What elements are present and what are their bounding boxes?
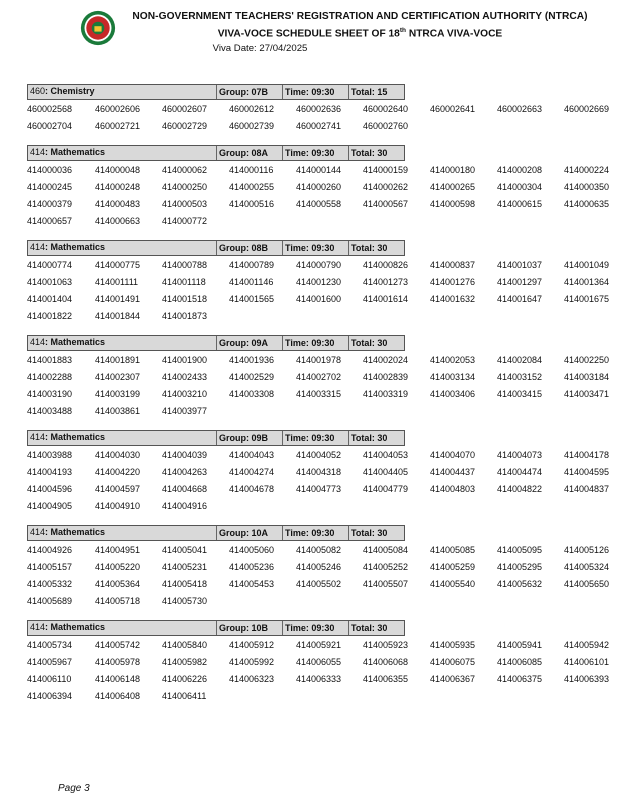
roll-number: 414000245 — [27, 182, 73, 192]
total-label: Total: 30 — [348, 431, 387, 445]
roll-number: 414000788 — [162, 260, 208, 270]
roll-number: 414004039 — [162, 450, 208, 460]
roll-number: 414000657 — [27, 216, 73, 226]
roll-row — [27, 179, 617, 196]
group-label: Group: 07B — [216, 85, 268, 99]
roll-number: 414000503 — [162, 199, 208, 209]
roll-number: 414002084 — [497, 355, 543, 365]
roll-number: 414006408 — [95, 691, 141, 701]
roll-number: 414006055 — [296, 657, 342, 667]
roll-number: 460002640 — [363, 104, 409, 114]
roll-number: 414001565 — [229, 294, 275, 304]
roll-number: 414005126 — [564, 545, 610, 555]
subject-code: 414 — [30, 147, 46, 157]
roll-number: 414004070 — [430, 450, 476, 460]
group-label: Group: 10B — [216, 621, 268, 635]
roll-number: 414003315 — [296, 389, 342, 399]
roll-number: 414005942 — [564, 640, 610, 650]
roll-number: 414006101 — [564, 657, 610, 667]
roll-row — [27, 308, 617, 325]
roll-row — [27, 688, 617, 705]
roll-number: 460002568 — [27, 104, 73, 114]
subject-label — [30, 242, 105, 252]
roll-number: 414005734 — [27, 640, 73, 650]
roll-number: 414001049 — [564, 260, 610, 270]
roll-number: 414005157 — [27, 562, 73, 572]
roll-number: 414000774 — [27, 260, 73, 270]
roll-number: 414005650 — [564, 579, 610, 589]
roll-row — [27, 196, 617, 213]
roll-number: 414005718 — [95, 596, 141, 606]
roll-number: 414001404 — [27, 294, 73, 304]
roll-number: 414006394 — [27, 691, 73, 701]
roll-number: 414003488 — [27, 406, 73, 416]
roll-number: 414005418 — [162, 579, 208, 589]
roll-number: 414005095 — [497, 545, 543, 555]
roll-row — [27, 576, 617, 593]
roll-number: 414001614 — [363, 294, 409, 304]
roll-number: 414005085 — [430, 545, 476, 555]
roll-number: 414000260 — [296, 182, 342, 192]
roll-number: 414004318 — [296, 467, 342, 477]
roll-number: 414001978 — [296, 355, 342, 365]
roll-number: 414003210 — [162, 389, 208, 399]
roll-number: 414001518 — [162, 294, 208, 304]
authority-title: NON-GOVERNMENT TEACHERS' REGISTRATION AND CERTIFICATION AUTHORITY (NTRCA) — [132, 11, 588, 22]
roll-number: 414003134 — [430, 372, 476, 382]
roll-number: 414002307 — [95, 372, 141, 382]
roll-number: 460002729 — [162, 121, 208, 131]
roll-number: 414001118 — [162, 277, 206, 287]
roll-number: 414004030 — [95, 450, 141, 460]
roll-number: 414005295 — [497, 562, 543, 572]
roll-row — [27, 464, 617, 481]
subject-code: 414 — [30, 527, 46, 537]
total-label: Total: 30 — [348, 146, 387, 160]
roll-number: 414001883 — [27, 355, 73, 365]
group-label: Group: 08A — [216, 146, 268, 160]
subject-code: 414 — [30, 432, 46, 442]
roll-number: 414004053 — [363, 450, 409, 460]
roll-number: 414001873 — [162, 311, 208, 321]
roll-number: 414005941 — [497, 640, 543, 650]
roll-number: 414004837 — [564, 484, 610, 494]
roll-row — [27, 101, 617, 118]
roll-number: 414003152 — [497, 372, 543, 382]
ntrca-logo-icon — [80, 10, 116, 46]
roll-number: 414001273 — [363, 277, 409, 287]
roll-number: 414001111 — [95, 277, 139, 287]
roll-number: 414005840 — [162, 640, 208, 650]
time-label: Time: 09:30 — [282, 526, 334, 540]
total-label: Total: 30 — [348, 621, 387, 635]
group-header-bar — [27, 525, 405, 541]
roll-number: 414005540 — [430, 579, 476, 589]
roll-row — [27, 654, 617, 671]
roll-number: 414005502 — [296, 579, 342, 589]
roll-number: 414004668 — [162, 484, 208, 494]
roll-number: 414005507 — [363, 579, 409, 589]
roll-number: 414003190 — [27, 389, 73, 399]
roll-number: 414004474 — [497, 467, 543, 477]
roll-number: 414000304 — [497, 182, 543, 192]
roll-number: 414000250 — [162, 182, 208, 192]
roll-number: 414000036 — [27, 165, 73, 175]
roll-number: 414000635 — [564, 199, 610, 209]
roll-row — [27, 352, 617, 369]
roll-number: 414000208 — [497, 165, 543, 175]
roll-number: 460002669 — [564, 104, 610, 114]
subject-name: : Mathematics — [45, 147, 106, 157]
roll-row — [27, 403, 617, 420]
roll-number: 414000837 — [430, 260, 476, 270]
roll-number: 414005921 — [296, 640, 342, 650]
roll-number: 460002739 — [229, 121, 275, 131]
roll-number: 414002288 — [27, 372, 73, 382]
schedule-groups — [27, 84, 617, 715]
subject-label — [30, 147, 105, 157]
roll-number: 414000516 — [229, 199, 275, 209]
time-label: Time: 09:30 — [282, 85, 334, 99]
roll-number: 414005742 — [95, 640, 141, 650]
total-label: Total: 30 — [348, 526, 387, 540]
roll-number: 414001230 — [296, 277, 342, 287]
roll-number: 414001822 — [27, 311, 73, 321]
roll-number: 414001491 — [95, 294, 141, 304]
roll-number: 414001600 — [296, 294, 342, 304]
roll-number: 414003988 — [27, 450, 73, 460]
total-label: Total: 30 — [348, 336, 387, 350]
roll-number: 414005252 — [363, 562, 409, 572]
time-label: Time: 09:30 — [282, 336, 334, 350]
roll-number: 460002612 — [229, 104, 275, 114]
roll-number: 414005978 — [95, 657, 141, 667]
roll-number: 414004220 — [95, 467, 141, 477]
group-header-bar — [27, 84, 405, 100]
roll-number: 414000567 — [363, 199, 409, 209]
roll-number: 414006148 — [95, 674, 141, 684]
roll-number: 414005689 — [27, 596, 73, 606]
roll-number: 414006355 — [363, 674, 409, 684]
roll-row — [27, 671, 617, 688]
roll-number: 414000615 — [497, 199, 543, 209]
subject-code: 414 — [30, 622, 46, 632]
roll-row — [27, 637, 617, 654]
roll-number: 414003471 — [564, 389, 610, 399]
roll-number: 414004437 — [430, 467, 476, 477]
roll-number: 414006110 — [27, 674, 72, 684]
roll-number: 414005453 — [229, 579, 275, 589]
roll-number: 414006075 — [430, 657, 476, 667]
roll-number: 414000255 — [229, 182, 275, 192]
viva-date: Viva Date: 27/04/2025 — [212, 43, 308, 54]
roll-row — [27, 291, 617, 308]
group-label: Group: 08B — [216, 241, 268, 255]
roll-number: 414005084 — [363, 545, 409, 555]
roll-number: 414000379 — [27, 199, 73, 209]
roll-number: 414005259 — [430, 562, 476, 572]
group-header-bar — [27, 240, 405, 256]
roll-number: 414005992 — [229, 657, 275, 667]
roll-number: 414001632 — [430, 294, 476, 304]
schedule-group — [27, 430, 617, 515]
roll-number: 460002663 — [497, 104, 543, 114]
roll-number: 460002606 — [95, 104, 141, 114]
roll-number: 414000789 — [229, 260, 275, 270]
roll-row — [27, 162, 617, 179]
roll-number: 414001675 — [564, 294, 610, 304]
roll-number: 414006375 — [497, 674, 543, 684]
roll-number: 414005730 — [162, 596, 208, 606]
time-label: Time: 09:30 — [282, 431, 334, 445]
roll-number: 414002433 — [162, 372, 208, 382]
roll-number: 414004803 — [430, 484, 476, 494]
group-header-bar — [27, 620, 405, 636]
roll-number: 414004193 — [27, 467, 73, 477]
time-label: Time: 09:30 — [282, 241, 334, 255]
roll-number: 414000224 — [564, 165, 610, 175]
roll-number: 414005912 — [229, 640, 275, 650]
schedule-group — [27, 240, 617, 325]
roll-number: 414001364 — [564, 277, 610, 287]
roll-number: 414000598 — [430, 199, 476, 209]
roll-number: 414004773 — [296, 484, 342, 494]
roll-number: 414004822 — [497, 484, 543, 494]
group-label: Group: 10A — [216, 526, 268, 540]
roll-number: 414004178 — [564, 450, 610, 460]
roll-row — [27, 386, 617, 403]
total-label: Total: 15 — [348, 85, 387, 99]
roll-number: 414000159 — [363, 165, 409, 175]
roll-number: 460002607 — [162, 104, 208, 114]
roll-number: 414005935 — [430, 640, 476, 650]
roll-number: 414000558 — [296, 199, 342, 209]
roll-row — [27, 498, 617, 515]
roll-number: 414000790 — [296, 260, 342, 270]
roll-number: 414005632 — [497, 579, 543, 589]
roll-number: 414004405 — [363, 467, 409, 477]
schedule-group — [27, 525, 617, 610]
roll-number: 414004263 — [162, 467, 208, 477]
roll-number: 414004951 — [95, 545, 141, 555]
roll-number: 414001844 — [95, 311, 141, 321]
roll-number: 414005060 — [229, 545, 275, 555]
roll-number: 414004597 — [95, 484, 141, 494]
roll-number: 414004043 — [229, 450, 275, 460]
roll-number: 414000775 — [95, 260, 141, 270]
roll-number: 414003977 — [162, 406, 208, 416]
schedule-title: VIVA-VOCE SCHEDULE SHEET OF 18th NTRCA VIVA-VOCE — [217, 27, 503, 40]
subject-label — [30, 432, 105, 442]
total-label: Total: 30 — [348, 241, 387, 255]
subject-code: 414 — [30, 337, 46, 347]
schedule-group — [27, 335, 617, 420]
subject-code: 414 — [30, 242, 46, 252]
subject-name: : Chemistry — [45, 86, 95, 96]
roll-number: 414005923 — [363, 640, 409, 650]
roll-row — [27, 593, 617, 610]
roll-number: 414006367 — [430, 674, 476, 684]
roll-number: 414002024 — [363, 355, 409, 365]
roll-number: 414005246 — [296, 562, 342, 572]
group-header-bar — [27, 145, 405, 161]
roll-number: 414001063 — [27, 277, 73, 287]
roll-row — [27, 447, 617, 464]
group-header-bar — [27, 430, 405, 446]
subject-name: : Mathematics — [45, 432, 106, 442]
roll-row — [27, 257, 617, 274]
roll-number: 414005324 — [564, 562, 610, 572]
roll-row — [27, 274, 617, 291]
subject-name: : Mathematics — [45, 242, 106, 252]
roll-row — [27, 481, 617, 498]
time-label: Time: 09:30 — [282, 146, 334, 160]
subject-label — [30, 622, 105, 632]
roll-number: 414005332 — [27, 579, 73, 589]
roll-number: 460002760 — [363, 121, 409, 131]
roll-number: 414003184 — [564, 372, 610, 382]
roll-number: 414003406 — [430, 389, 476, 399]
roll-number: 414005220 — [95, 562, 141, 572]
roll-number: 414000062 — [162, 165, 208, 175]
roll-number: 414006323 — [229, 674, 275, 684]
roll-number: 414000265 — [430, 182, 476, 192]
subject-label — [30, 86, 95, 96]
roll-number: 414002053 — [430, 355, 476, 365]
roll-row — [27, 213, 617, 230]
roll-number: 414002529 — [229, 372, 275, 382]
schedule-group — [27, 84, 617, 135]
roll-number: 414003319 — [363, 389, 409, 399]
roll-number: 414000772 — [162, 216, 208, 226]
roll-number: 414000826 — [363, 260, 409, 270]
roll-number: 414004779 — [363, 484, 409, 494]
roll-number: 460002704 — [27, 121, 73, 131]
roll-number: 414003199 — [95, 389, 141, 399]
roll-number: 414000262 — [363, 182, 409, 192]
roll-number: 414004596 — [27, 484, 73, 494]
roll-row — [27, 118, 617, 135]
roll-number: 414004910 — [95, 501, 141, 511]
roll-number: 414000483 — [95, 199, 141, 209]
roll-number: 414005236 — [229, 562, 275, 572]
roll-number: 414004595 — [564, 467, 610, 477]
roll-number: 414000248 — [95, 182, 141, 192]
roll-number: 414003308 — [229, 389, 275, 399]
roll-number: 414004073 — [497, 450, 543, 460]
roll-number: 460002641 — [430, 104, 476, 114]
roll-number: 460002741 — [296, 121, 342, 131]
roll-number: 414005982 — [162, 657, 208, 667]
group-label: Group: 09A — [216, 336, 268, 350]
roll-number: 460002721 — [95, 121, 141, 131]
group-label: Group: 09B — [216, 431, 268, 445]
roll-number: 414000350 — [564, 182, 610, 192]
roll-number: 414004905 — [27, 501, 73, 511]
roll-number: 414006226 — [162, 674, 208, 684]
roll-row — [27, 542, 617, 559]
roll-number: 460002636 — [296, 104, 342, 114]
subject-code: 460 — [30, 86, 46, 96]
roll-number: 414002250 — [564, 355, 610, 365]
roll-number: 414000144 — [296, 165, 342, 175]
subject-name: : Mathematics — [45, 527, 106, 537]
roll-number: 414005231 — [162, 562, 208, 572]
roll-row — [27, 559, 617, 576]
subject-name: : Mathematics — [45, 337, 106, 347]
roll-number: 414001276 — [430, 277, 476, 287]
roll-number: 414002839 — [363, 372, 409, 382]
subject-name: : Mathematics — [45, 622, 106, 632]
roll-number: 414006393 — [564, 674, 610, 684]
roll-number: 414005082 — [296, 545, 342, 555]
roll-number: 414000116 — [229, 165, 274, 175]
roll-number: 414005041 — [162, 545, 208, 555]
roll-number: 414000180 — [430, 165, 476, 175]
roll-number: 414005364 — [95, 579, 141, 589]
roll-number: 414001891 — [95, 355, 141, 365]
roll-number: 414005967 — [27, 657, 73, 667]
roll-number: 414006333 — [296, 674, 342, 684]
roll-number: 414000048 — [95, 165, 141, 175]
time-label: Time: 09:30 — [282, 621, 334, 635]
roll-row — [27, 369, 617, 386]
roll-number: 414002702 — [296, 372, 342, 382]
roll-number: 414004274 — [229, 467, 275, 477]
schedule-group — [27, 620, 617, 705]
subject-label — [30, 527, 105, 537]
roll-number: 414006085 — [497, 657, 543, 667]
roll-number: 414006068 — [363, 657, 409, 667]
schedule-group — [27, 145, 617, 230]
roll-number: 414001146 — [229, 277, 274, 287]
roll-number: 414003861 — [95, 406, 141, 416]
roll-number: 414000663 — [95, 216, 141, 226]
roll-number: 414001936 — [229, 355, 275, 365]
roll-number: 414001297 — [497, 277, 543, 287]
roll-number: 414004926 — [27, 545, 73, 555]
roll-number: 414001900 — [162, 355, 208, 365]
roll-number: 414004916 — [162, 501, 208, 511]
roll-number: 414001037 — [497, 260, 543, 270]
roll-number: 414004678 — [229, 484, 275, 494]
page-number: Page 3 — [58, 783, 90, 794]
roll-number: 414003415 — [497, 389, 543, 399]
roll-number: 414001647 — [497, 294, 543, 304]
group-header-bar — [27, 335, 405, 351]
subject-label — [30, 337, 105, 347]
roll-number: 414004052 — [296, 450, 342, 460]
roll-number: 414006411 — [162, 691, 207, 701]
